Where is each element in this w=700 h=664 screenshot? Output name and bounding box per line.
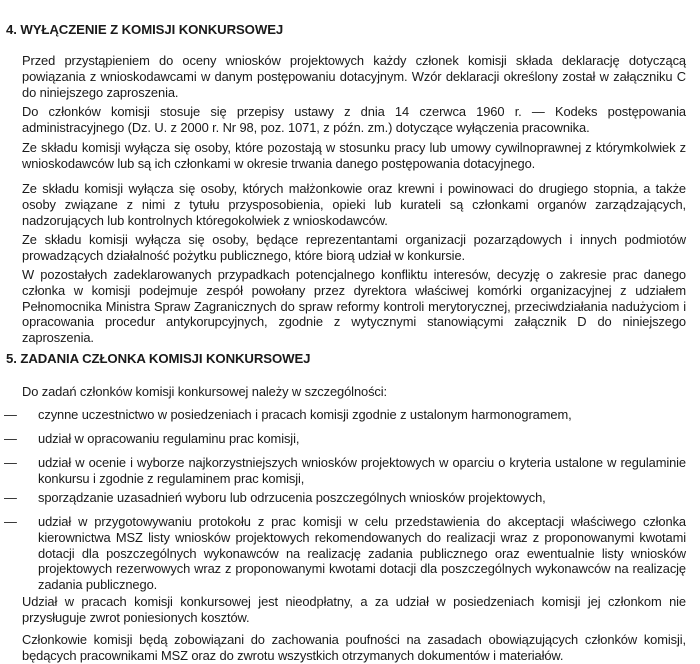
task-list-item-text: udział w ocenie i wyborze najkorzystniejszych wniosków projektowych w oparciu o kryteria ustalone w regulaminie konkursu i zgodnie z regulaminem prac komisji, [38,455,686,486]
dash-bullet: — [4,490,17,505]
task-list-item-text: udział w przygotowywaniu protokołu z prac komisji w celu przedstawienia do akceptacji właściwego członka kierownictwa MSZ listy wniosków projektowych rekomendowanych do realizacji wraz z proponowanymi kwotami dotacji dla poszczególnych wykonawców na realizację zadania publicznego oraz ewentualnie listy wniosków projektowych rezerwowych wraz z proponowanymi kwotami dotacji dla poszczególnych wykonawców na realizację zadania publicznego. [38,514,686,593]
section-4-paragraph: Do członków komisji stosuje się przepisy ustawy z dnia 14 czerwca 1960 r. — Kodeks postępowania administracyjnego (Dz. U. z 2000 r. Nr 98, poz. 1071, z późn. zm.) dotyczące wyłączenia pracownika. [22,104,686,135]
task-list-item-text: udział w opracowaniu regulaminu prac komisji, [38,431,300,446]
dash-bullet: — [4,407,17,422]
section-4-paragraph: Przed przystąpieniem do oceny wniosków projektowych każdy członek komisji składa deklarację dotyczącą powiązania z wnioskodawcami w danym postępowaniu dotacyjnym. Wzór deklaracji określony został w załączniku C do niniejszego zaproszenia. [22,53,686,100]
task-list-item [4,431,686,447]
task-list-item [4,407,686,423]
task-list-item [4,490,686,506]
section-4-paragraph: Ze składu komisji wyłącza się osoby, których małżonkowie oraz krewni i powinowaci do drugiego stopnia, a także osoby związane z nimi z tytułu przysposobienia, opieki lub kurateli są członkami organów zarządzających, nadzorujących lub kontrolnych któregokolwiek z wnioskodawców. [22,181,686,228]
task-list-item [4,455,686,487]
task-list-item-text: sporządzanie uzasadnień wyboru lub odrzucenia poszczególnych wniosków projektowych, [38,490,546,505]
section-4-heading: 4. WYŁĄCZENIE Z KOMISJI KONKURSOWEJ [6,22,284,37]
dash-bullet: — [4,431,17,446]
section-5-paragraph: Członkowie komisji będą zobowiązani do zachowania poufności na zasadach obowiązujących członków komisji, będących pracownikami MSZ oraz do zwrotu wszystkich otrzymanych dokumentów i materiałów. [22,632,686,663]
task-list-item-text: czynne uczestnictwo w posiedzeniach i pracach komisji zgodnie z ustalonym harmonogramem, [38,407,572,422]
section-5-heading: 5. ZADANIA CZŁONKA KOMISJI KONKURSOWEJ [6,351,311,366]
task-list-item [4,514,686,593]
section-5-paragraph: Udział w pracach komisji konkursowej jest nieodpłatny, a za udział w posiedzeniach komisji jej członkom nie przysługuje zwrot poniesionych kosztów. [22,594,686,625]
section-4-paragraph: Ze składu komisji wyłącza się osoby, będące reprezentantami organizacji pozarządowych i innych podmiotów prowadzących działalność pożytku publicznego, które biorą udział w konkursie. [22,232,686,263]
dash-bullet: — [4,514,17,529]
section-4-paragraph: Ze składu komisji wyłącza się osoby, które pozostają w stosunku pracy lub umowy cywilnoprawnej z którymkolwiek z wnioskodawców lub są ich członkami w okresie trwania danego postępowania dotacyjnego. [22,140,686,171]
dash-bullet: — [4,455,17,470]
section-4-paragraph: W pozostałych zadeklarowanych przypadkach potencjalnego konfliktu interesów, decyzję o zakresie prac danego członka w komisji podejmuje zespół powołany przez dyrektora właściwej komórki organizacyjnej z udziałem Pełnomocnika Ministra Spraw Zagranicznych do spraw reformy kontroli merytorycznej, przeciwdziałania nadużyciom i opracowania procedur antykorupcyjnych, zgodnie z wytycznymi stanowiącymi załącznik D do niniejszego zaproszenia. [22,267,686,346]
section-5-intro: Do zadań członków komisji konkursowej należy w szczególności: [22,384,388,399]
